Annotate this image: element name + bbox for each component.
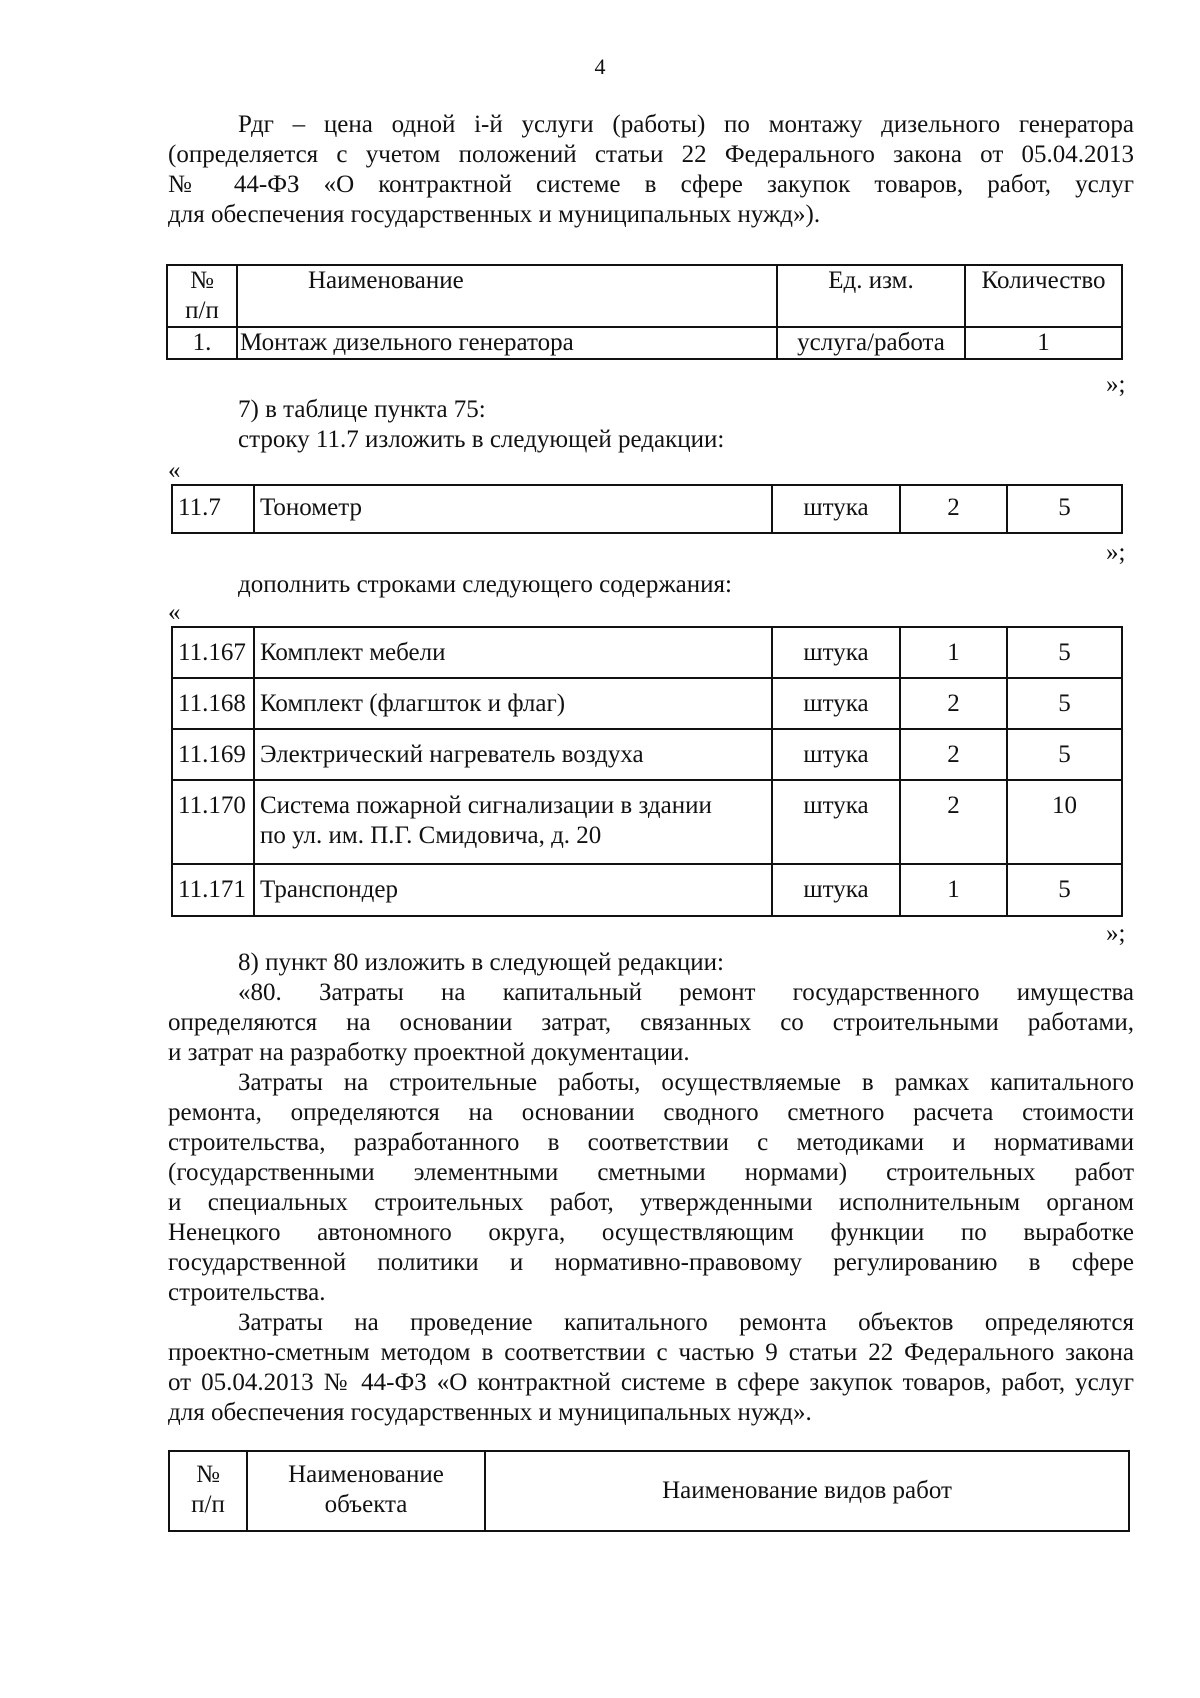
intro-line: Рдг – цена одной i-й услуги (работы) по монтажу дизельного генератора	[238, 111, 1134, 138]
cell-name: Монтаж дизельного генератора	[237, 327, 777, 359]
cell-value: 5	[1007, 485, 1122, 533]
table-row: 11.170 Система пожарной сигнализации в здании по ул. им. П.Г. Смидовича, д. 20 штука 2 10	[172, 780, 1122, 864]
item-7	[168, 395, 1134, 455]
cell-number: 1.	[167, 327, 237, 359]
table-row: 11.167 Комплект мебели штука 1 5	[172, 627, 1122, 678]
item-7-line: строку 11.7 изложить в следующей редакции:	[238, 426, 725, 453]
header-unit: Ед. изм.	[777, 265, 965, 327]
header-number: № п/п	[167, 265, 237, 327]
paragraph-construction: Затраты на строительные работы, осуществляемые в рамках капитального ремонта, определяются на основании сводного сметного расчета стоимости строительства, разработанного в соответствии с методиками и нормативами (государственными элементными сметными нормами) строительных работ и специальных строительных работ, утвержденными исполнительным органом Ненецкого автономного округа, осуществляющим функции по выработке государственной политики и нормативно-правовому регулированию в сфере строительства.	[168, 1069, 1134, 1306]
table-row: 11.168 Комплект (флагшток и флаг) штука 2 5	[172, 678, 1122, 729]
closing-quote: »;	[1106, 539, 1126, 566]
cell-unit: услуга/работа	[777, 327, 965, 359]
item-7-line: 7) в таблице пункта 75:	[238, 396, 486, 423]
generator-table	[166, 264, 1123, 360]
intro-paragraph	[168, 110, 1134, 230]
item-8: 8) пункт 80 изложить в следующей редакции:	[238, 949, 724, 976]
closing-quote: »;	[1106, 371, 1126, 398]
intro-line: для обеспечения государственных и муниципальных нужд»).	[168, 201, 821, 228]
page-number: 4	[594, 54, 606, 79]
intro-line: № 44-ФЗ «О контрактной системе в сфере закупок товаров, работ, услуг	[168, 171, 1134, 198]
tonometer-table	[171, 484, 1123, 534]
cell-unit: штука	[772, 485, 900, 533]
header-name: Наименование	[237, 265, 777, 327]
cell-name: Тонометр	[254, 485, 772, 533]
paragraph-repair: Затраты на проведение капитального ремонта объектов определяются проектно-сметным методом в соответствии с частью 9 статьи 22 Федерального закона от 05.04.2013 № 44-ФЗ «О контрактной системе в сфере закупок товаров, работ, услуг для обеспечения государственных и муниципальных нужд».	[168, 1309, 1134, 1426]
cell-value: 2	[900, 485, 1007, 533]
additional-rows-table	[171, 626, 1123, 917]
table-row: 11.169 Электрический нагреватель воздуха штука 2 5	[172, 729, 1122, 780]
closing-quote: »;	[1106, 920, 1126, 947]
header-works: Наименование видов работ	[485, 1451, 1129, 1531]
add-rows-text: дополнить строками следующего содержания:	[238, 571, 732, 598]
opening-quote: «	[168, 457, 181, 484]
header-object: Наименование объекта	[247, 1451, 485, 1531]
works-table-header	[168, 1450, 1130, 1532]
opening-quote: «	[168, 599, 181, 626]
intro-line: (определяется с учетом положений статьи 22 Федерального закона от 05.04.2013	[168, 141, 1134, 168]
cell-code: 11.7	[172, 485, 254, 533]
cell-quantity: 1	[965, 327, 1122, 359]
header-number: № п/п	[169, 1451, 247, 1531]
header-quantity: Количество	[965, 265, 1122, 327]
table-row: 11.171 Транспондер штука 1 5	[172, 864, 1122, 916]
paragraph-80: «80. Затраты на капитальный ремонт государственного имущества определяются на основании затрат, связанных со строительными работами, и затрат на разработку проектной документации.	[168, 979, 1134, 1066]
